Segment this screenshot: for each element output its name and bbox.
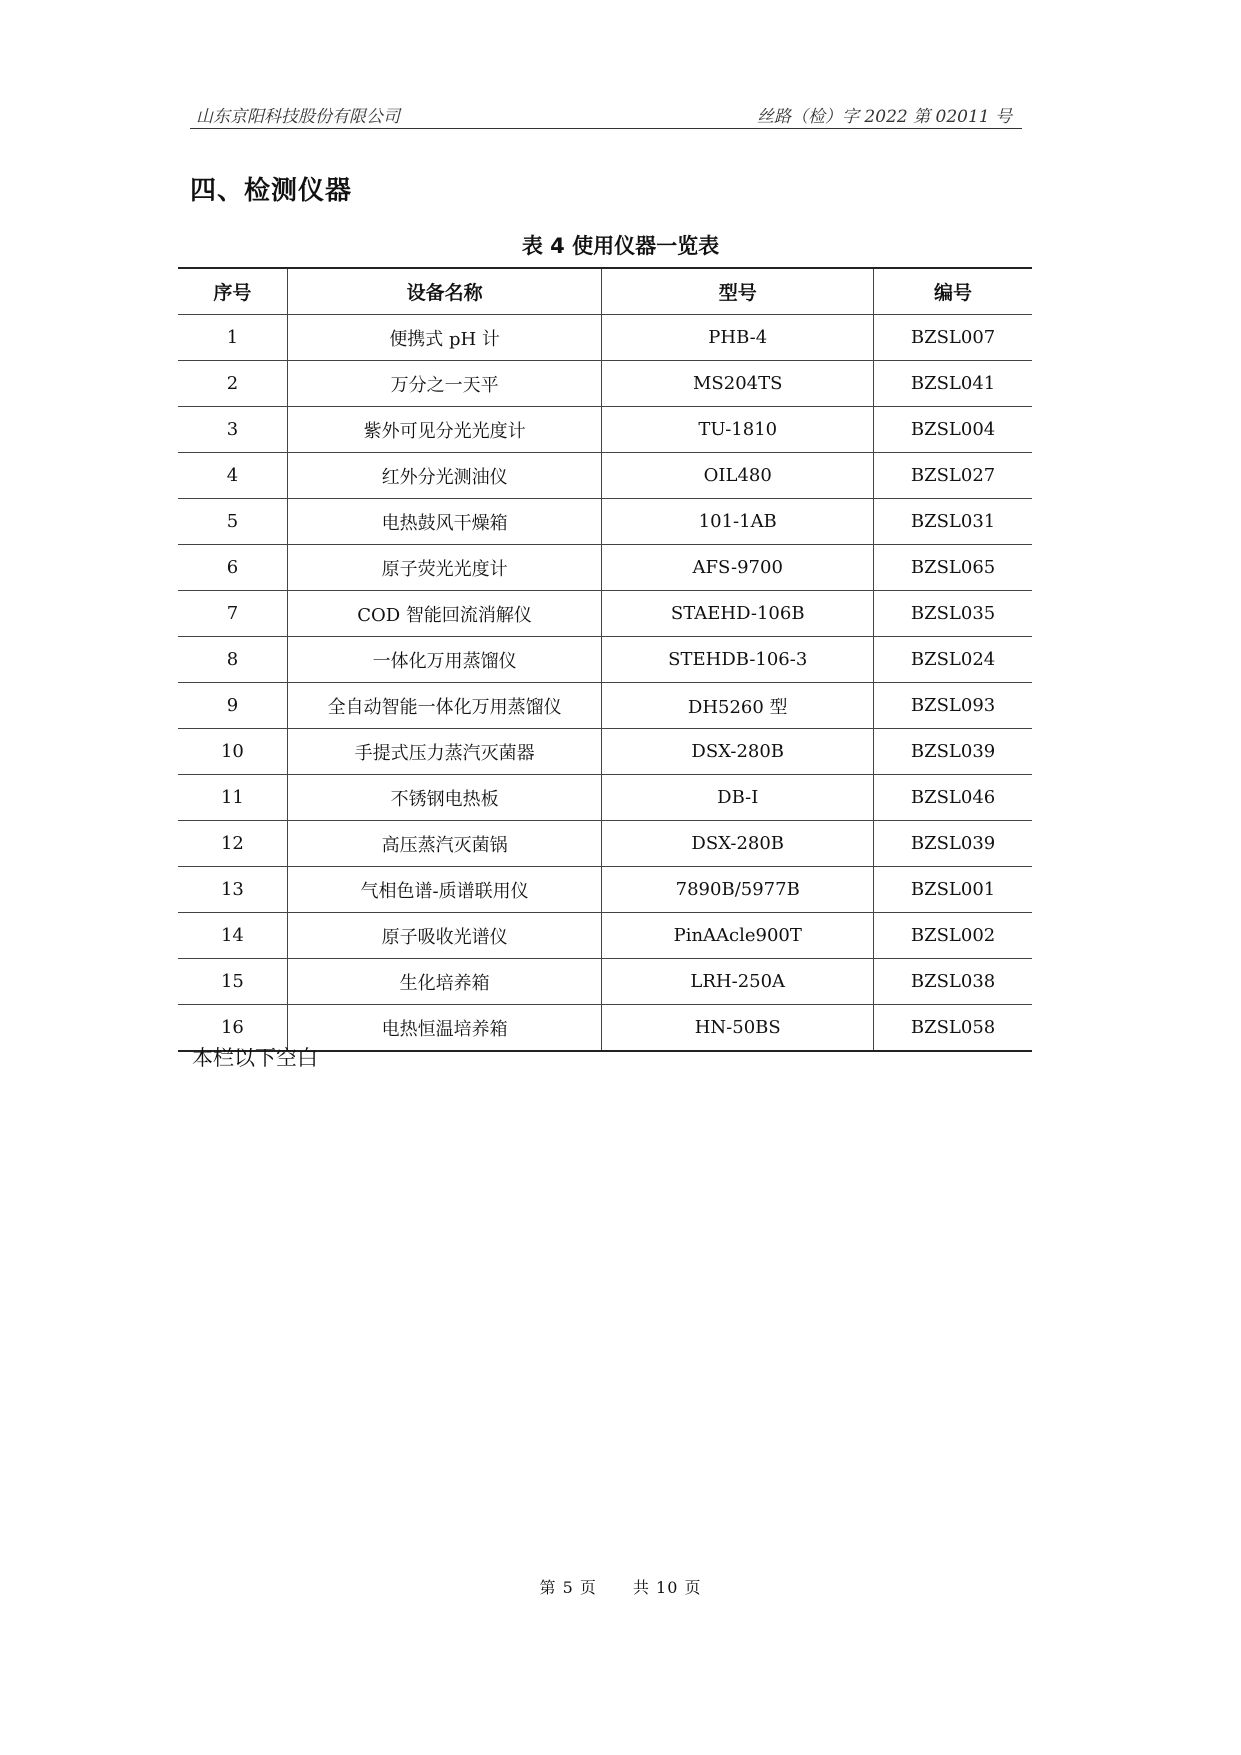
cell-name: 不锈钢电热板 <box>287 775 602 821</box>
blank-below-note: 本栏以下空白 <box>192 1046 318 1070</box>
table-row <box>178 913 1032 959</box>
cell-index: 12 <box>178 821 287 867</box>
page-footer <box>0 1575 1241 1598</box>
cell-index: 14 <box>178 913 287 959</box>
cell-model: 7890B/5977B <box>602 867 874 913</box>
table-row <box>178 729 1032 775</box>
cell-code: BZSL007 <box>874 315 1032 361</box>
section-title: 四、检测仪器 <box>190 176 353 206</box>
cell-name: 万分之一天平 <box>287 361 602 407</box>
cell-index: 11 <box>178 775 287 821</box>
cell-code: BZSL046 <box>874 775 1032 821</box>
cell-name: 紫外可见分光光度计 <box>287 407 602 453</box>
column-header-index: 序号 <box>178 268 287 315</box>
table-caption: 表 4 使用仪器一览表 <box>521 234 720 258</box>
table-row <box>178 775 1032 821</box>
cell-model: STAEHD-106B <box>602 591 874 637</box>
cell-code: BZSL002 <box>874 913 1032 959</box>
cell-model: LRH-250A <box>602 959 874 1005</box>
cell-model: AFS-9700 <box>602 545 874 591</box>
cell-name: 手提式压力蒸汽灭菌器 <box>287 729 602 775</box>
cell-model: STEHDB-106-3 <box>602 637 874 683</box>
cell-code: BZSL024 <box>874 637 1032 683</box>
cell-model: 101-1AB <box>602 499 874 545</box>
cell-model: PinAAcle900T <box>602 913 874 959</box>
column-header-model: 型号 <box>602 268 874 315</box>
table-body <box>178 315 1032 1052</box>
cell-model: DSX-280B <box>602 729 874 775</box>
cell-index: 16 <box>178 1005 287 1052</box>
table-row <box>178 591 1032 637</box>
table-row <box>178 545 1032 591</box>
cell-model: OIL480 <box>602 453 874 499</box>
cell-model: HN-50BS <box>602 1005 874 1052</box>
table-row <box>178 407 1032 453</box>
cell-index: 15 <box>178 959 287 1005</box>
cell-name: 电热恒温培养箱 <box>287 1005 602 1052</box>
page-number: 第 5 页 <box>539 1578 597 1597</box>
cell-model: TU-1810 <box>602 407 874 453</box>
cell-code: BZSL027 <box>874 453 1032 499</box>
cell-name: 一体化万用蒸馏仪 <box>287 637 602 683</box>
cell-index: 7 <box>178 591 287 637</box>
report-number: 丝路（检）字 2022 第 02011 号 <box>757 107 1012 127</box>
cell-index: 4 <box>178 453 287 499</box>
page-header <box>190 100 1022 129</box>
table-row <box>178 453 1032 499</box>
table-header-row <box>178 268 1032 315</box>
cell-name: 原子吸收光谱仪 <box>287 913 602 959</box>
cell-model: DSX-280B <box>602 821 874 867</box>
cell-code: BZSL038 <box>874 959 1032 1005</box>
cell-code: BZSL039 <box>874 729 1032 775</box>
cell-index: 9 <box>178 683 287 729</box>
cell-index: 10 <box>178 729 287 775</box>
page-total: 共 10 页 <box>632 1578 702 1597</box>
cell-index: 1 <box>178 315 287 361</box>
table-row <box>178 499 1032 545</box>
cell-code: BZSL039 <box>874 821 1032 867</box>
cell-code: BZSL004 <box>874 407 1032 453</box>
cell-code: BZSL035 <box>874 591 1032 637</box>
cell-code: BZSL001 <box>874 867 1032 913</box>
table-row <box>178 959 1032 1005</box>
instrument-table <box>178 267 1032 1052</box>
column-header-code: 编号 <box>874 268 1032 315</box>
cell-index: 5 <box>178 499 287 545</box>
cell-code: BZSL031 <box>874 499 1032 545</box>
cell-model: MS204TS <box>602 361 874 407</box>
cell-model: DB-I <box>602 775 874 821</box>
cell-name: 生化培养箱 <box>287 959 602 1005</box>
column-header-name: 设备名称 <box>287 268 602 315</box>
cell-name: 便携式 pH 计 <box>287 315 602 361</box>
cell-name: 红外分光测油仪 <box>287 453 602 499</box>
table-row <box>178 683 1032 729</box>
cell-index: 13 <box>178 867 287 913</box>
cell-index: 6 <box>178 545 287 591</box>
cell-index: 8 <box>178 637 287 683</box>
cell-index: 3 <box>178 407 287 453</box>
cell-model: PHB-4 <box>602 315 874 361</box>
table-row <box>178 867 1032 913</box>
cell-index: 2 <box>178 361 287 407</box>
cell-name: 全自动智能一体化万用蒸馏仪 <box>287 683 602 729</box>
cell-code: BZSL065 <box>874 545 1032 591</box>
table-row <box>178 637 1032 683</box>
cell-code: BZSL058 <box>874 1005 1032 1052</box>
table-row <box>178 821 1032 867</box>
cell-name: 气相色谱-质谱联用仪 <box>287 867 602 913</box>
cell-model: DH5260 型 <box>602 683 874 729</box>
table-row <box>178 361 1032 407</box>
company-name: 山东京阳科技股份有限公司 <box>196 107 400 127</box>
cell-name: 高压蒸汽灭菌锅 <box>287 821 602 867</box>
cell-name: COD 智能回流消解仪 <box>287 591 602 637</box>
cell-code: BZSL093 <box>874 683 1032 729</box>
cell-name: 原子荧光光度计 <box>287 545 602 591</box>
table-row <box>178 315 1032 361</box>
cell-code: BZSL041 <box>874 361 1032 407</box>
cell-name: 电热鼓风干燥箱 <box>287 499 602 545</box>
